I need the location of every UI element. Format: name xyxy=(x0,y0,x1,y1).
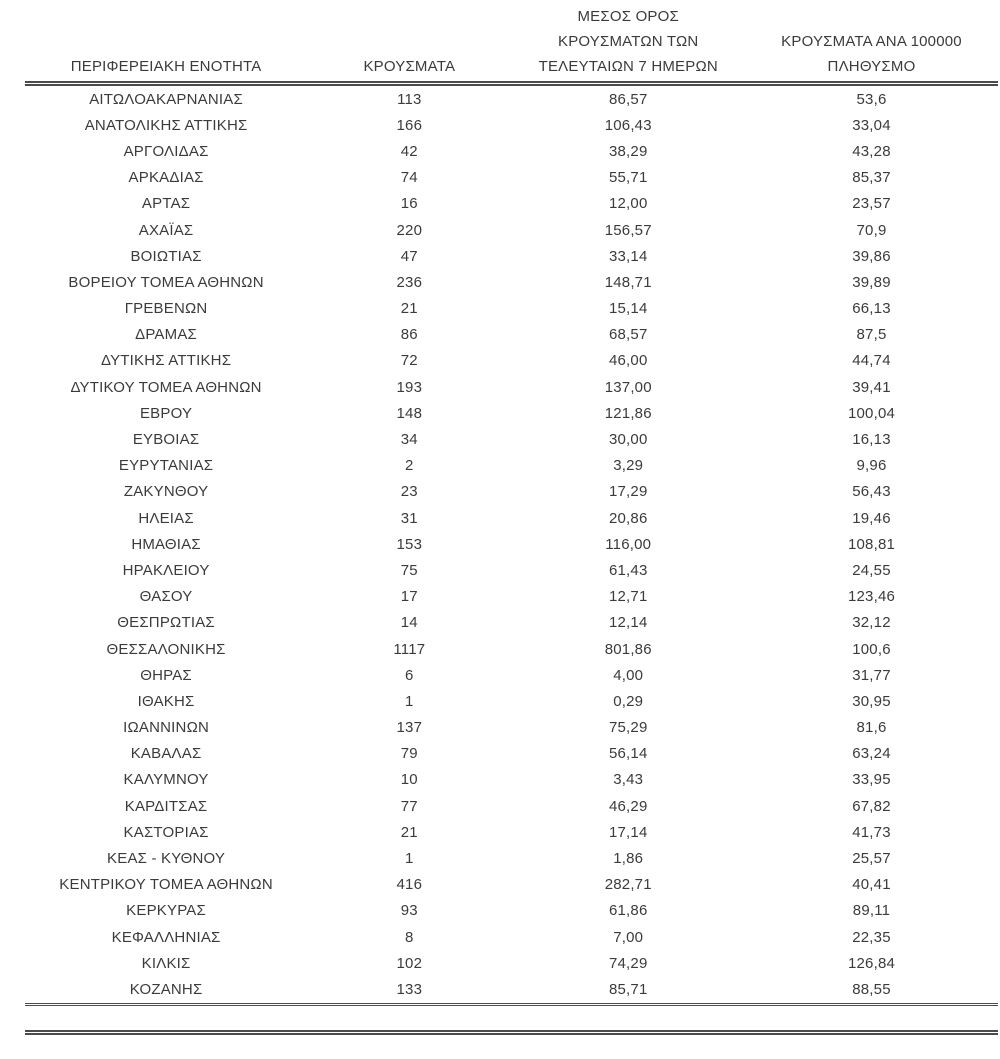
region-cell: ΔΥΤΙΚΗΣ ΑΤΤΙΚΗΣ xyxy=(100,352,232,370)
avg7-cell: 55,71 xyxy=(608,169,648,187)
per100k-cell: 70,9 xyxy=(856,221,887,239)
cases-cell: 21 xyxy=(400,300,418,318)
cases-cell: 72 xyxy=(400,352,418,370)
per100k-cell: 88,55 xyxy=(745,976,998,1004)
cases-cell: 75 xyxy=(400,561,418,579)
region-cell: ΕΥΒΟΙΑΣ xyxy=(132,431,200,449)
col-header-avg7-line-1: ΜΕΣΟΣ ΟΡΟΣ xyxy=(577,8,679,25)
cases-cell: 166 xyxy=(396,116,423,134)
cases-cell: 1 xyxy=(405,692,414,710)
avg7-cell: 56,14 xyxy=(608,745,648,763)
region-cell: ΚΕΑΣ - ΚΥΘΝΟΥ xyxy=(107,850,226,868)
region-cell: ΕΥΡΥΤΑΝΙΑΣ xyxy=(118,457,214,475)
table-row xyxy=(25,426,998,452)
avg7-cell: 46,29 xyxy=(608,797,648,815)
per100k-cell: 87,5 xyxy=(856,326,887,344)
table-row xyxy=(25,322,998,348)
cases-cell: 133 xyxy=(307,976,511,1004)
region-cell: ΗΜΑΘΙΑΣ xyxy=(131,535,201,553)
table-row xyxy=(25,950,998,976)
per100k-cell: 108,81 xyxy=(847,535,896,553)
col-header-region-line: ΠΕΡΙΦΕΡΕΙΑΚΗ ΕΝΟΤΗΤΑ xyxy=(70,58,262,75)
cases-cell: 31 xyxy=(400,509,418,527)
region-cell: ΑΡΤΑΣ xyxy=(141,195,191,213)
per100k-cell: 25,57 xyxy=(852,850,891,868)
avg7-cell: 15,14 xyxy=(608,300,648,318)
per100k-cell: 31,77 xyxy=(852,666,891,684)
table-row xyxy=(25,505,998,531)
per100k-cell: 33,04 xyxy=(852,116,891,134)
avg7-cell: 17,29 xyxy=(608,483,648,501)
per100k-cell: 40,41 xyxy=(852,876,891,894)
region-cell: ΚΑΒΑΛΑΣ xyxy=(130,745,202,763)
per100k-cell: 16,13 xyxy=(852,431,891,449)
region-cell: ΚΑΣΤΟΡΙΑΣ xyxy=(123,823,209,841)
region-cell: ΚΟΖΑΝΗΣ xyxy=(25,976,307,1004)
per100k-cell: 63,24 xyxy=(852,745,891,763)
region-cell: ΘΕΣΠΡΩΤΙΑΣ xyxy=(117,614,215,632)
table-row xyxy=(25,819,998,845)
region-cell: ΑΡΚΑΔΙΑΣ xyxy=(128,169,204,187)
cases-cell: 93 xyxy=(400,902,418,920)
table-row xyxy=(25,243,998,269)
region-cell: ΕΒΡΟΥ xyxy=(139,404,193,422)
region-cell: ΘΑΣΟΥ xyxy=(139,588,193,606)
table-row xyxy=(25,84,998,113)
table-row xyxy=(25,898,998,924)
avg7-cell: 3,29 xyxy=(613,457,644,475)
table-row xyxy=(25,845,998,871)
per100k-cell: 44,74 xyxy=(852,352,891,370)
per100k-cell: 39,86 xyxy=(852,247,891,265)
cases-cell: 6 xyxy=(405,666,414,684)
per100k-cell: 126,84 xyxy=(847,954,896,972)
region-cell: ΑΙΤΩΛΟΑΚΑΡΝΑΝΙΑΣ xyxy=(89,90,243,108)
cases-cell: 17 xyxy=(400,588,418,606)
table-row xyxy=(25,269,998,295)
table-row xyxy=(25,767,998,793)
per100k-cell: 81,6 xyxy=(856,719,887,737)
avg7-cell: 106,43 xyxy=(604,116,652,134)
cases-cell: 14 xyxy=(400,614,418,632)
cases-cell: 8 xyxy=(405,928,414,946)
table-row xyxy=(25,400,998,426)
per100k-cell: 33,95 xyxy=(852,771,891,789)
table-row xyxy=(25,715,998,741)
cases-cell: 137 xyxy=(396,719,423,737)
table-row xyxy=(25,531,998,557)
col-header-cases-line: ΚΡΟΥΣΜΑΤΑ xyxy=(363,58,456,75)
region-cell: ΑΡΓΟΛΙΔΑΣ xyxy=(123,142,209,160)
col-header-avg7 xyxy=(511,4,745,84)
per100k-cell: 41,73 xyxy=(852,823,891,841)
cases-cell: 23 xyxy=(400,483,418,501)
cases-cell: 236 xyxy=(396,273,423,291)
table-row xyxy=(25,872,998,898)
per100k-cell: 22,35 xyxy=(852,928,891,946)
cases-cell: 153 xyxy=(396,535,423,553)
per100k-cell: 30,95 xyxy=(852,692,891,710)
avg7-cell: 121,86 xyxy=(604,404,652,422)
region-cell: ΑΝΑΤΟΛΙΚΗΣ ΑΤΤΙΚΗΣ xyxy=(84,116,248,134)
avg7-cell: 116,00 xyxy=(605,535,652,553)
avg7-cell: 282,71 xyxy=(604,876,652,894)
avg7-cell: 46,00 xyxy=(608,352,648,370)
cases-cell: 102 xyxy=(396,954,423,972)
table-row xyxy=(25,453,998,479)
table-row xyxy=(25,584,998,610)
table-row xyxy=(25,112,998,138)
region-cell: ΚΕΝΤΡΙΚΟΥ ΤΟΜΕΑ ΑΘΗΝΩΝ xyxy=(59,876,273,894)
avg7-cell: 0,29 xyxy=(613,692,644,710)
per100k-cell: 100,04 xyxy=(847,404,896,422)
table-row xyxy=(25,688,998,714)
cases-cell: 193 xyxy=(396,378,423,396)
cases-by-region-table xyxy=(25,4,998,1006)
table-row xyxy=(25,793,998,819)
table-row xyxy=(25,976,998,1004)
per100k-cell: 19,46 xyxy=(852,509,891,527)
page-bottom-rule xyxy=(25,1030,998,1035)
table-row xyxy=(25,296,998,322)
avg7-cell: 17,14 xyxy=(608,823,648,841)
table-row xyxy=(25,138,998,164)
region-cell: ΒΟΙΩΤΙΑΣ xyxy=(130,247,202,265)
cases-cell: 74 xyxy=(400,169,418,187)
table-body xyxy=(25,84,998,1005)
per100k-cell: 39,89 xyxy=(852,273,891,291)
table-header xyxy=(25,4,998,84)
cases-cell: 113 xyxy=(397,90,422,108)
avg7-cell: 75,29 xyxy=(608,719,648,737)
avg7-cell: 12,00 xyxy=(608,195,648,213)
avg7-cell: 12,71 xyxy=(608,588,648,606)
avg7-cell: 148,71 xyxy=(604,273,652,291)
table-row xyxy=(25,165,998,191)
per100k-cell: 24,55 xyxy=(852,561,891,579)
per100k-cell: 100,6 xyxy=(852,640,891,658)
cases-cell: 148 xyxy=(396,404,423,422)
table-row xyxy=(25,636,998,662)
avg7-cell: 137,00 xyxy=(604,378,652,396)
table-row xyxy=(25,348,998,374)
region-cell: ΔΥΤΙΚΟΥ ΤΟΜΕΑ ΑΘΗΝΩΝ xyxy=(70,378,262,396)
avg7-cell: 156,57 xyxy=(604,221,652,239)
avg7-cell: 7,00 xyxy=(613,928,644,946)
avg7-cell: 801,86 xyxy=(604,640,652,658)
cases-cell: 1117 xyxy=(393,640,426,658)
per100k-cell: 43,28 xyxy=(852,142,891,160)
region-cell: ΚΕΡΚΥΡΑΣ xyxy=(126,902,206,920)
region-cell: ΘΕΣΣΑΛΟΝΙΚΗΣ xyxy=(106,640,226,658)
avg7-cell: 86,57 xyxy=(608,90,648,108)
per100k-cell: 23,57 xyxy=(852,195,891,213)
region-cell: ΘΗΡΑΣ xyxy=(140,666,192,684)
avg7-cell: 61,86 xyxy=(608,902,648,920)
col-header-avg7-line-3: ΤΕΛΕΥΤΑΙΩΝ 7 ΗΜΕΡΩΝ xyxy=(538,58,718,75)
region-cell: ΚΙΛΚΙΣ xyxy=(141,954,191,972)
per100k-cell: 53,6 xyxy=(856,90,887,108)
per100k-cell: 56,43 xyxy=(852,483,891,501)
per100k-cell: 89,11 xyxy=(852,902,891,920)
table-row xyxy=(25,557,998,583)
avg7-cell: 4,00 xyxy=(613,666,644,684)
avg7-cell: 1,86 xyxy=(613,850,644,868)
table-row xyxy=(25,610,998,636)
region-cell: ΓΡΕΒΕΝΩΝ xyxy=(124,300,208,318)
region-cell: ΔΡΑΜΑΣ xyxy=(135,326,198,344)
region-cell: ΚΑΡΔΙΤΣΑΣ xyxy=(124,797,208,815)
cases-cell: 1 xyxy=(405,850,414,868)
table-row xyxy=(25,374,998,400)
header-row xyxy=(25,4,998,84)
region-cell: ΙΩΑΝΝΙΝΩΝ xyxy=(123,719,210,737)
region-cell: ΗΛΕΙΑΣ xyxy=(138,509,194,527)
per100k-cell: 67,82 xyxy=(852,797,891,815)
cases-cell: 21 xyxy=(400,823,418,841)
region-cell: ΚΕΦΑΛΛΗΝΙΑΣ xyxy=(111,928,221,946)
cases-cell: 34 xyxy=(400,431,418,449)
table-row xyxy=(25,479,998,505)
avg7-cell: 61,43 xyxy=(608,561,648,579)
avg7-cell: 68,57 xyxy=(608,326,648,344)
cases-cell: 2 xyxy=(405,457,414,475)
cases-cell: 47 xyxy=(400,247,418,265)
col-header-avg7-line-2: ΚΡΟΥΣΜΑΤΩΝ ΤΩΝ xyxy=(558,33,699,50)
table-row xyxy=(25,924,998,950)
region-cell: ΚΑΛΥΜΝΟΥ xyxy=(123,771,209,789)
per100k-cell: 9,96 xyxy=(856,457,887,475)
col-header-per100k-line-2: ΠΛΗΘΥΣΜΟ xyxy=(827,58,916,75)
per100k-cell: 32,12 xyxy=(852,614,891,632)
region-cell: ΙΘΑΚΗΣ xyxy=(137,692,195,710)
per100k-cell: 123,46 xyxy=(847,588,896,606)
region-cell: ΗΡΑΚΛΕΙΟΥ xyxy=(122,561,210,579)
avg7-cell: 74,29 xyxy=(608,954,648,972)
region-cell: ΒΟΡΕΙΟΥ ΤΟΜΕΑ ΑΘΗΝΩΝ xyxy=(68,273,264,291)
avg7-cell: 38,29 xyxy=(608,142,648,160)
col-header-region xyxy=(25,4,307,84)
cases-cell: 16 xyxy=(400,195,418,213)
col-header-cases xyxy=(307,4,511,84)
region-cell: ΖΑΚΥΝΘΟΥ xyxy=(123,483,209,501)
avg7-cell: 85,71 xyxy=(511,976,745,1004)
per100k-cell: 85,37 xyxy=(852,169,891,187)
cases-cell: 86 xyxy=(400,326,418,344)
table-row xyxy=(25,741,998,767)
cases-cell: 42 xyxy=(400,142,418,160)
avg7-cell: 30,00 xyxy=(608,431,648,449)
table-row xyxy=(25,191,998,217)
cases-cell: 77 xyxy=(400,797,418,815)
cases-cell: 416 xyxy=(396,876,423,894)
region-cell: ΑΧΑΪΑΣ xyxy=(138,221,194,239)
col-header-per100k-line-1: ΚΡΟΥΣΜΑΤΑ ΑΝΑ 100000 xyxy=(781,33,962,50)
cases-cell: 10 xyxy=(400,771,418,789)
avg7-cell: 12,14 xyxy=(608,614,648,632)
avg7-cell: 33,14 xyxy=(608,247,648,265)
col-header-per100k xyxy=(745,4,998,84)
per100k-cell: 39,41 xyxy=(852,378,891,396)
avg7-cell: 20,86 xyxy=(608,509,648,527)
cases-cell: 79 xyxy=(400,745,418,763)
table-row xyxy=(25,217,998,243)
per100k-cell: 66,13 xyxy=(852,300,891,318)
avg7-cell: 3,43 xyxy=(613,771,644,789)
table-row xyxy=(25,662,998,688)
cases-cell: 220 xyxy=(396,221,423,239)
